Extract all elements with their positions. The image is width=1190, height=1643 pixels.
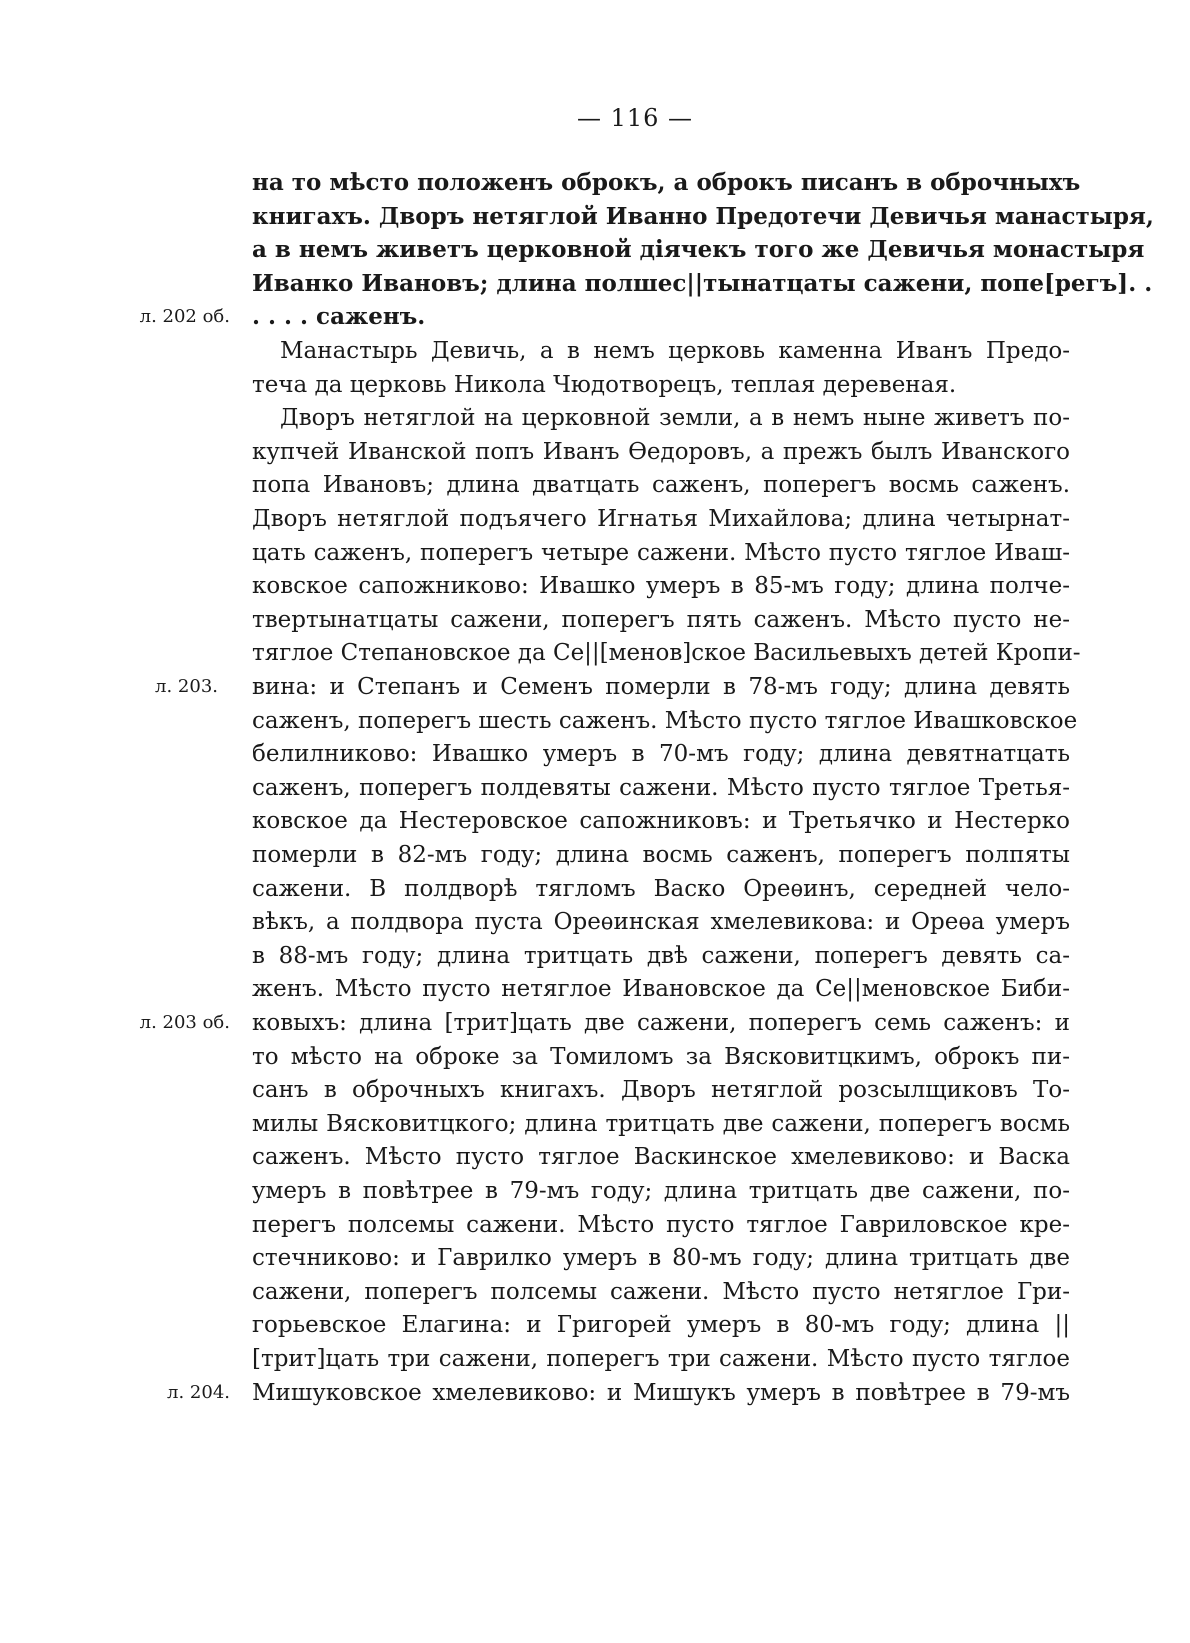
page-number: — 116 — <box>576 104 694 132</box>
text-line: . . . . саженъ. <box>252 303 426 330</box>
text-line: попа Ивановъ; длина дватцать саженъ, поперегъ восмь саженъ. <box>252 472 1070 498</box>
text-line: на то мѣсто положенъ оброкъ, а оброкъ писанъ в оброчныхъ <box>252 169 1081 196</box>
text-line: белилниково: Ивашко умеръ в 70-мъ году; длина девятнатцать <box>252 741 1070 767</box>
text-line: померли в 82-мъ году; длина восмь саженъ, поперегъ полпяты <box>252 842 1070 868</box>
margin-folio-note: л. 203. <box>155 676 218 697</box>
text-line: купчей Иванской попъ Иванъ Ѳедоровъ, а прежъ былъ Иванского <box>252 439 1070 465</box>
text-line: сажени, поперегъ полсемы сажени. Мѣсто пусто нетяглое Гри- <box>252 1279 1070 1305</box>
text-line: [трит]цать три сажени, поперегъ три сажени. Мѣсто пусто тяглое <box>252 1346 1070 1372</box>
text-line: вина: и Степанъ и Семенъ померли в 78-мъ году; длина девять <box>252 674 1070 700</box>
text-line: саженъ. Мѣсто пусто тяглое Васкинское хмелевиково: и Васка <box>252 1144 1070 1170</box>
text-line: милы Вясковитцкого; длина тритцать две сажени, поперегъ восмь <box>252 1111 1070 1137</box>
text-line: теча да церковь Никола Чюдотворецъ, теплая деревеная. <box>252 372 957 398</box>
text-line: горьевское Елагина: и Григорей умеръ в 80-мъ году; длина || <box>252 1312 1070 1338</box>
text-line: а в немъ живетъ церковной дiячекъ того же Девичья монастыря <box>252 236 1145 263</box>
text-line: женъ. Мѣсто пусто нетяглое Ивановское да Се||меновское Биби- <box>252 976 1070 1002</box>
text-line: Мишуковское хмелевиково: и Мишукъ умеръ в повѣтрее в 79-мъ <box>252 1380 1070 1406</box>
text-line: саженъ, поперегъ полдевяты сажени. Мѣсто пусто тяглое Третья- <box>252 775 1070 801</box>
text-line: Дворъ нетяглой подъячего Игнатья Михайлова; длина четырнат- <box>252 506 1070 532</box>
margin-folio-note: л. 203 об. <box>139 1012 230 1033</box>
text-line: в 88-мъ году; длина тритцать двѣ сажени, поперегъ девять са- <box>252 943 1070 969</box>
text-line: Иванко Ивановъ; длина полшес||тынатцаты сажени, попе[регъ]. . <box>252 270 1153 297</box>
text-line: вѣкъ, а полдвора пуста Ореѳинская хмелевикова: и Ореѳа умеръ <box>252 909 1070 935</box>
text-line: перегъ полсемы сажени. Мѣсто пусто тяглое Гавриловское кре- <box>252 1212 1070 1238</box>
text-line: Дворъ нетяглой на церковной земли, а в немъ ныне живетъ по- <box>280 405 1070 431</box>
text-line: умеръ в повѣтрее в 79-мъ году; длина тритцать две сажени, по- <box>252 1178 1070 1204</box>
text-line: стечниково: и Гаврилко умеръ в 80-мъ году; длина тритцать две <box>252 1245 1070 1271</box>
text-line: твертынатцаты сажени, поперегъ пять саженъ. Мѣсто пусто не- <box>252 607 1070 633</box>
text-line: саженъ, поперегъ шесть саженъ. Мѣсто пусто тяглое Ивашковское <box>252 708 1078 734</box>
margin-folio-note: л. 204. <box>167 1382 230 1403</box>
text-line: книгахъ. Дворъ нетяглой Иванно Предотечи Девичья манастыря, <box>252 203 1154 230</box>
text-line: ковское да Нестеровское сапожниковъ: и Третьячко и Нестерко <box>252 808 1070 834</box>
text-line: санъ в оброчныхъ книгахъ. Дворъ нетяглой розсылщиковъ То- <box>252 1077 1070 1103</box>
text-line: сажени. В полдворѣ тягломъ Васко Ореѳинъ, середней чело- <box>252 876 1070 902</box>
text-line: ковыхъ: длина [трит]цать две сажени, поперегъ семь саженъ: и <box>252 1010 1070 1036</box>
text-line: Манастырь Девичь, а в немъ церковь каменна Иванъ Предо- <box>280 338 1070 364</box>
margin-folio-note: л. 202 об. <box>139 306 230 327</box>
text-line: ковское сапожниково: Ивашко умеръ в 85-мъ году; длина полче- <box>252 573 1070 599</box>
text-line: цать саженъ, поперегъ четыре сажени. Мѣсто пусто тяглое Иваш- <box>252 540 1070 566</box>
text-line: тяглое Степановское да Се||[менов]ское Васильевыхъ детей Кропи- <box>252 640 1081 666</box>
text-line: то мѣсто на оброке за Томиломъ за Вясковитцкимъ, оброкъ пи- <box>252 1044 1070 1070</box>
